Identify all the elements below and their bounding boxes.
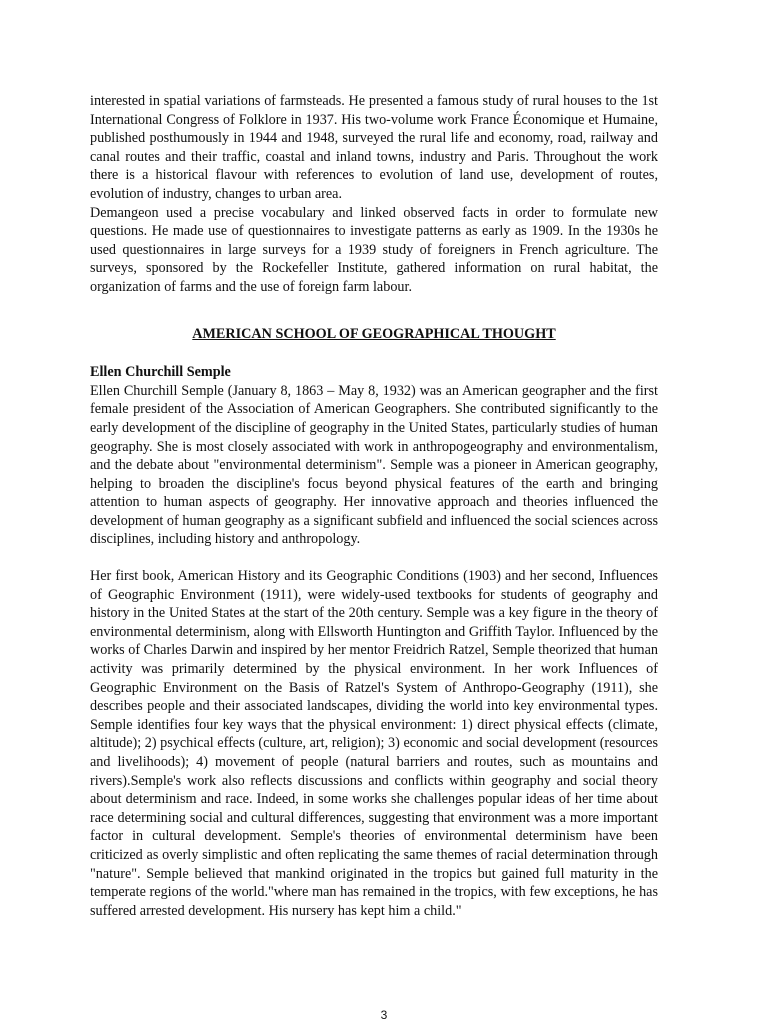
document-page — [90, 92, 658, 920]
spacer — [90, 297, 658, 325]
paragraph-farmsteads: interested in spatial variations of farmsteads. He presented a famous study of rural houses to the 1st International Congress of Folklore in 1937. His two-volume work France Économique et Humaine, published posthumously in 1944 and 1948, surveyed the rural life and economy, road, railway and canal routes and their traffic, coastal and inland towns, industry and Paris. Throughout the work there is a historical flavour with references to evolution of land use, development of routes, evolution of industry, changes to urban area. — [90, 93, 658, 202]
page-number: 3 — [380, 1008, 388, 1022]
section-heading: AMERICAN SCHOOL OF GEOGRAPHICAL THOUGHT — [192, 325, 556, 342]
subsection-heading: Ellen Churchill Semple — [90, 364, 231, 381]
paragraph-semple-bio: Ellen Churchill Semple (January 8, 1863 – May 8, 1932) was an American geographer and the first female president of the Association of American Geographers. She contributed significantly to the early development of the discipline of geography in the United States, particularly studies of human geography. She is most closely associated with work in anthropogeography and environmentalism, and the debate about "environmental determinism". Semple was a pioneer in American geography, helping to broaden the discipline's focus beyond physical features of the earth and bringing attention to human aspects of geography. Her innovative approach and theories influenced the development of human geography as a significant subfield and influenced the social sciences across disciplines, including history and anthropology. — [90, 382, 658, 548]
spacer — [90, 343, 658, 363]
paragraph-semple-works: Her first book, American History and its Geographic Conditions (1903) and her second, Influences of Geographic Environment (1911), were widely-used textbooks for students of geography and history in the United States at the start of the 20th century. Semple was a key figure in the theory of environmental determinism, along with Ellsworth Huntington and Griffith Taylor. Influenced by the works of Charles Darwin and inspired by her mentor Freidrich Ratzel, Semple theorized that human activity was primarily determined by the physical environment. In her work Influences of Geographic Environment on the Basis of Ratzel's System of Anthropo-Geography (1911), she describes people and their associated landscapes, dividing the world into key environmental types. Semple identifies four key ways that the physical environment: 1) direct physical effects (climate, altitude); 2) psychical effects (culture, art, religion); 3) economic and social development (resources and livelihoods); 4) movement of people (natural barriers and routes, such as mountains and rivers).Semple's work also reflects discussions and conflicts within geography and social theory about determinism and race. Indeed, in some works she challenges popular ideas of her time about race determining social and cultural differences, suggesting that environment was a more important factor in cultural development. Semple's theories of environmental determinism have been criticized as overly simplistic and often replicating the same themes of racial determination through "nature". Semple believed that mankind originated in the tropics but gained full maturity in the temperate regions of the world."where man has remained in the tropics, with few exceptions, he has suffered arrested development. His nursery has kept him a child." — [90, 568, 658, 919]
spacer — [90, 549, 658, 567]
paragraph-demangeon-methods: Demangeon used a precise vocabulary and linked observed facts in order to formulate new questions. He made use of questionnaires to investigate patterns as early as 1909. In the 1930s he used questionnaires in large surveys for a 1939 study of foreigners in French agriculture. The surveys, sponsored by the Rockefeller Institute, gathered information on rural habitat, the organization of farms and the use of foreign farm labour. — [90, 204, 658, 295]
